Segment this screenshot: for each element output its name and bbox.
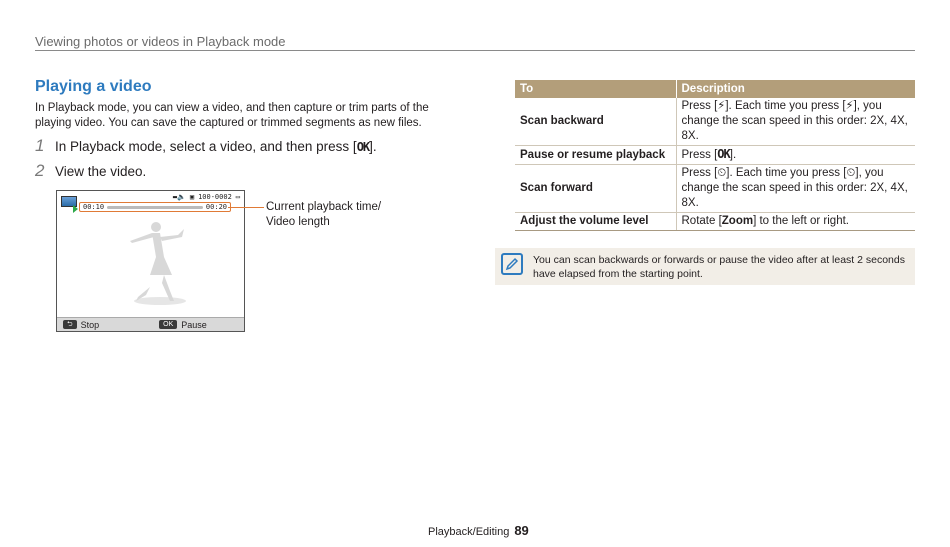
page-header [35, 33, 915, 51]
ok-key-icon: OK [717, 147, 730, 161]
table-header-row [515, 80, 915, 98]
ok-key-icon: OK [159, 320, 177, 329]
step-text: View the video. [55, 164, 147, 179]
file-number: 100-0002 [198, 193, 232, 201]
intro-paragraph: In Playback mode, you can view a video, and then capture or trim parts of the playing video. You can save the captured or trimmed segments as new files. [35, 102, 429, 129]
step-text: In Playback mode, select a video, and then press [OK]. [55, 139, 377, 154]
callout-line [228, 207, 264, 208]
row-description: Press [⏲]. Each time you press [⏲], you change the scan speed in this order: 2X, 4X, 8X. [676, 165, 915, 213]
status-icons [173, 193, 240, 201]
note-text: You can scan backwards or forwards or pause the video after at least 2 seconds have elapsed from the starting point. [533, 254, 905, 280]
footer-section: Playback/Editing [428, 526, 510, 538]
row-action: Scan backward [515, 98, 676, 146]
play-icon [73, 205, 78, 213]
section-title: Playing a video [35, 78, 152, 95]
section-intro [35, 78, 435, 131]
step-number: 2 [35, 161, 45, 180]
row-action: Pause or resume playback [515, 146, 676, 165]
table-row [515, 98, 915, 146]
playback-progress [79, 202, 231, 212]
row-description: Press [OK]. [676, 146, 915, 165]
page-number: 89 [514, 523, 529, 538]
row-action: Adjust the volume level [515, 213, 676, 231]
ok-key-icon: OK [356, 140, 370, 154]
current-time: 00:10 [83, 203, 105, 211]
total-time: 00:20 [205, 203, 227, 211]
screen-bottom-bar [57, 317, 244, 331]
playback-controls-table [515, 80, 915, 231]
protect-icon: ▣ [189, 193, 195, 201]
row-description: Press [⚡]. Each time you press [⚡], you change the scan speed in this order: 2X, 4X, 8X. [676, 98, 915, 146]
zoom-key: Zoom [721, 215, 754, 227]
callout-label: Current playback time/ Video length [266, 201, 382, 228]
battery-icon: ▭ [235, 193, 240, 201]
breadcrumb: Viewing photos or videos in Playback mode [35, 34, 286, 49]
step-2 [35, 161, 146, 181]
back-key-icon: ⮌ [63, 320, 77, 329]
row-description: Rotate [Zoom] to the left or right. [676, 213, 915, 231]
row-action: Scan forward [515, 165, 676, 213]
column-header-to: To [515, 80, 676, 98]
step-number: 1 [35, 136, 45, 155]
table-row [515, 146, 915, 165]
mute-icon: ▬🔈 [172, 193, 186, 201]
page-footer [428, 523, 529, 538]
note-box [495, 248, 915, 285]
camera-screen-illustration [56, 190, 245, 332]
dancer-figure-image [112, 217, 192, 307]
step-1 [35, 136, 377, 156]
progress-bar [107, 206, 203, 209]
pause-label: Pause [181, 319, 207, 330]
table-row [515, 213, 915, 231]
note-pencil-icon [501, 253, 523, 275]
column-header-description: Description [676, 80, 915, 98]
stop-label: Stop [80, 319, 100, 330]
table-row [515, 165, 915, 213]
